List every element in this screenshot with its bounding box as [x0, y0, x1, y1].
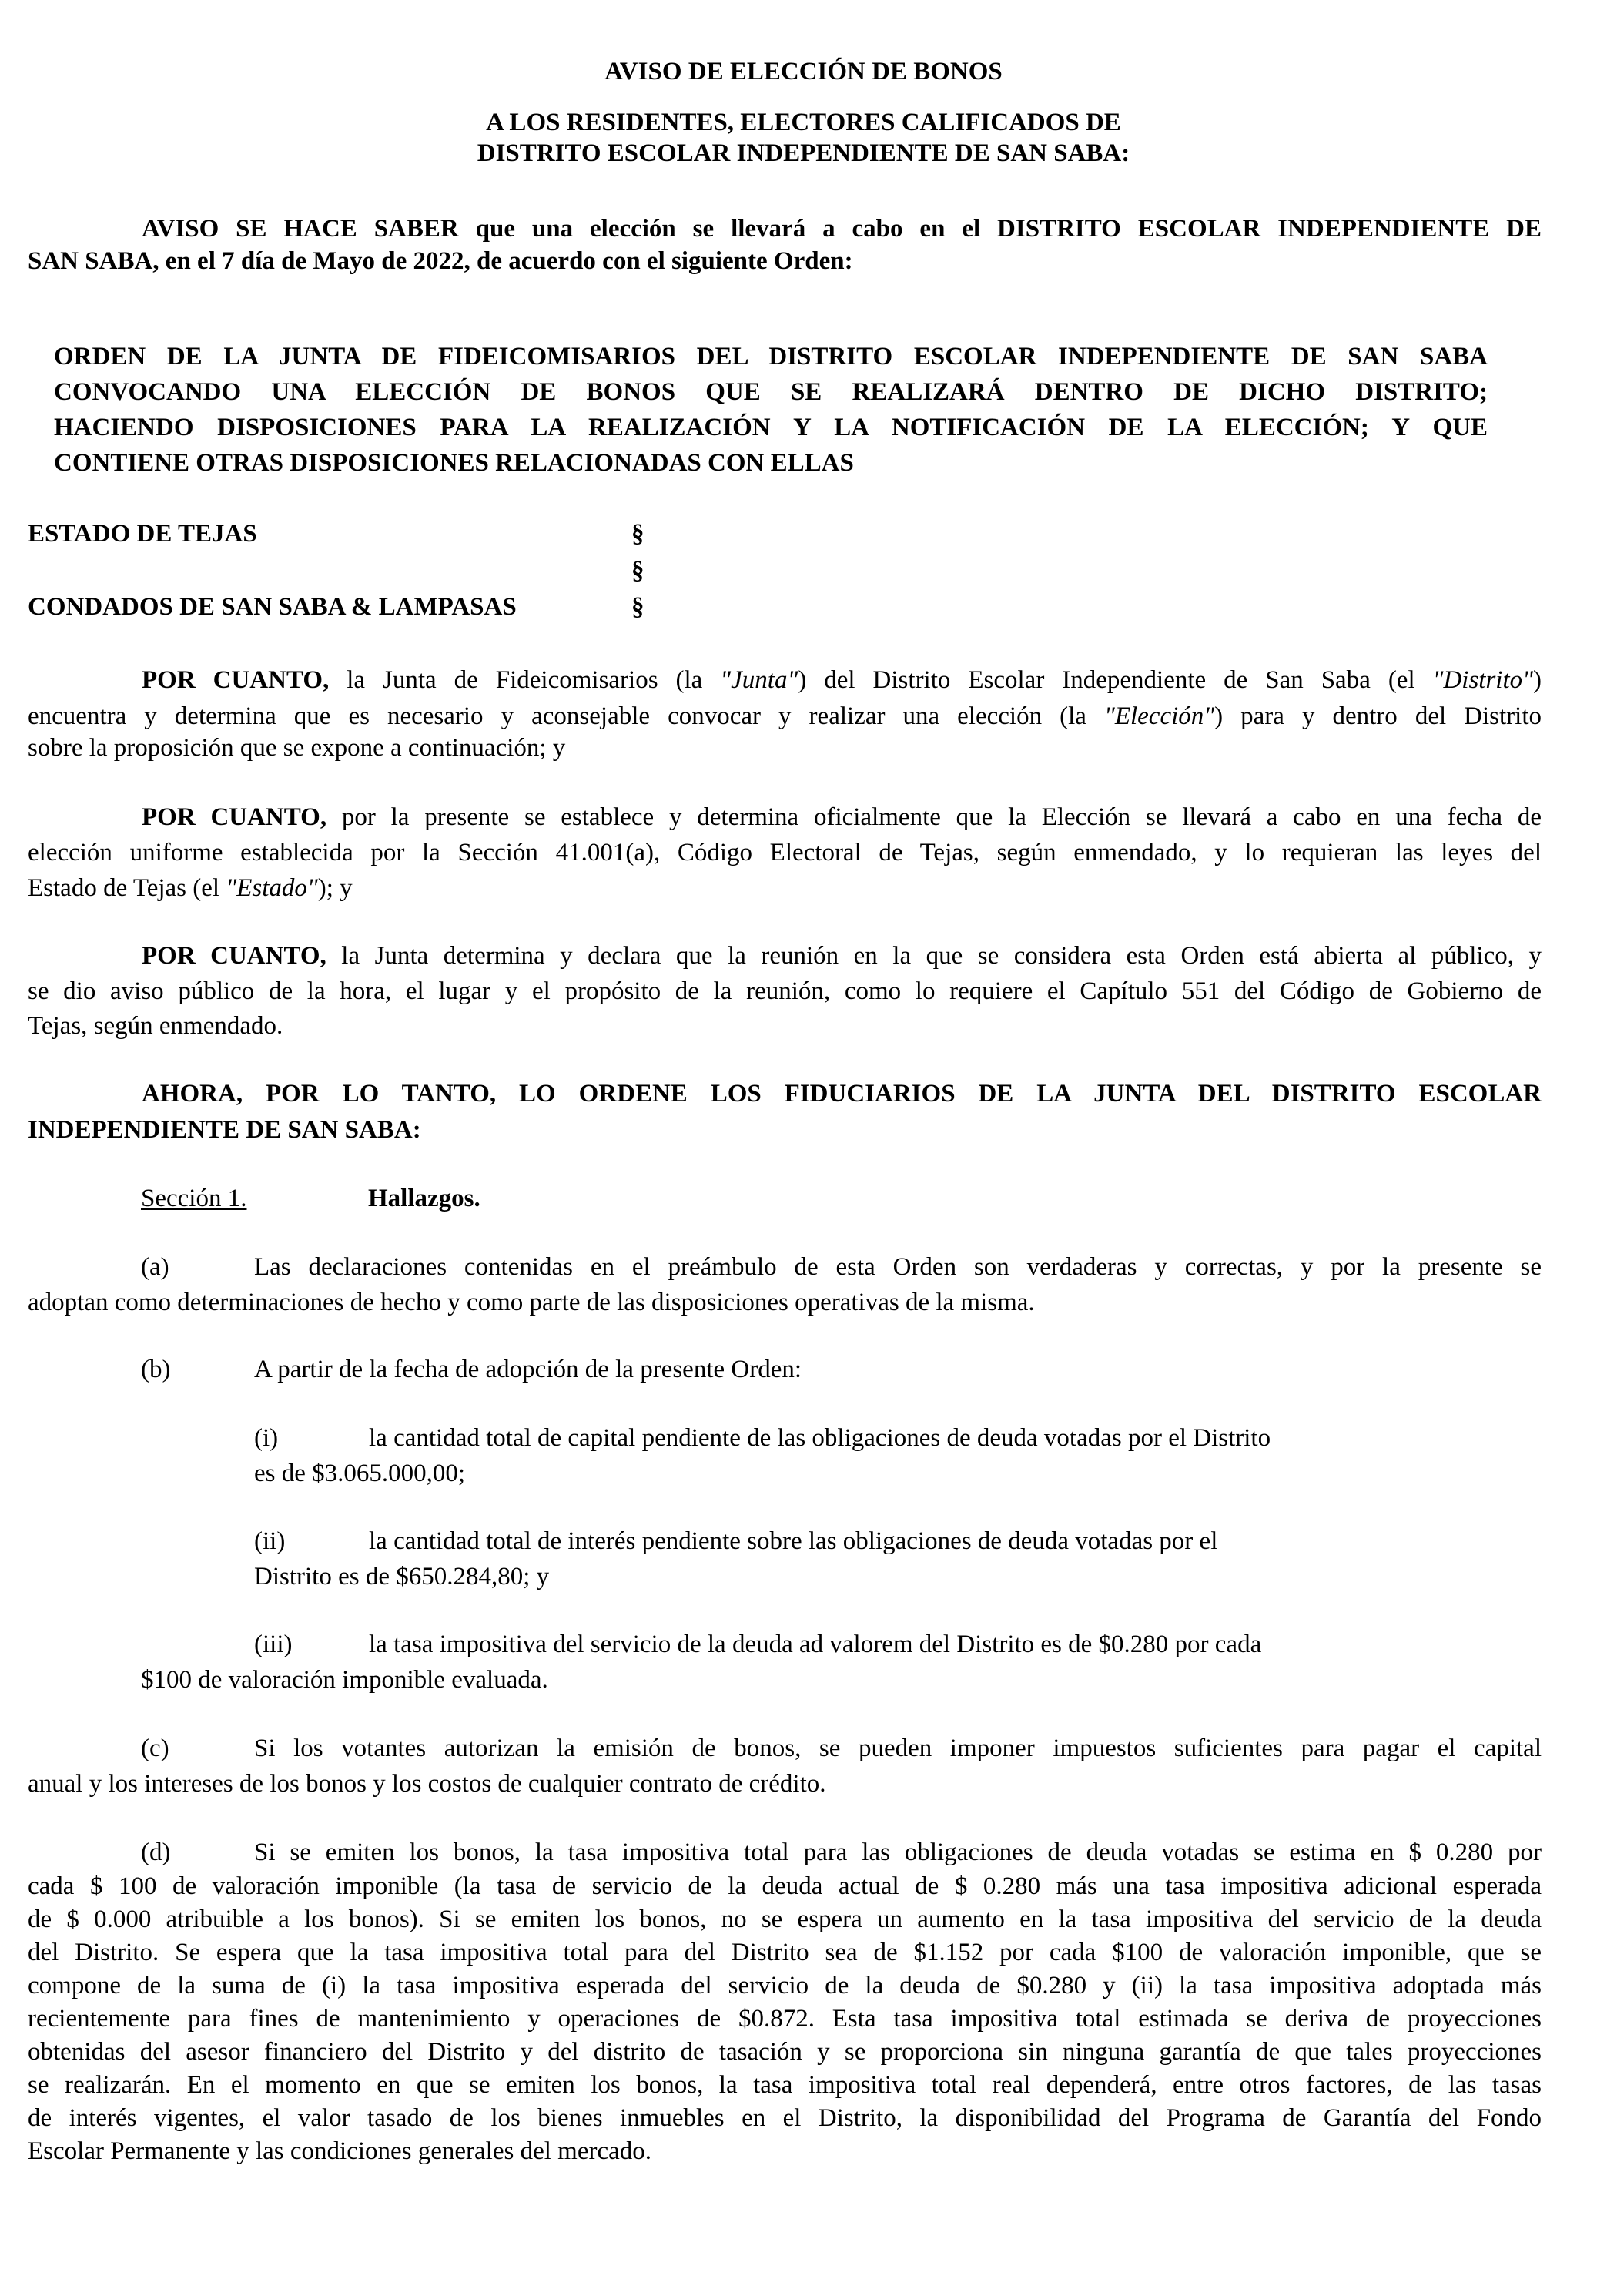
para-b-label: (b) [141, 1356, 171, 1383]
para-a-line-2: adoptan como determinaciones de hecho y como parte de las disposiciones operativas de la misma. [28, 1289, 1035, 1316]
order-title-line: HACIENDO DISPOSICIONES PARA LA REALIZACIÓN Y LA NOTIFICACIÓN DE LA ELECCIÓN; Y QUE [54, 414, 1488, 441]
para-d-line: cada $ 100 de valoración imponible (la tasa de servicio de la deuda actual de $ 0.280 más una tasa impositiva adicional esperada [28, 1872, 1542, 1900]
whereas-1-line-1: POR CUANTO, la Junta de Fideicomisarios (la "Junta") del Distrito Escolar Independiente de San Saba (el "Distrito") [142, 666, 1542, 694]
item-ii-label: (ii) [254, 1527, 286, 1555]
para-d-line: del Distrito. Se espera que la tasa impositiva total para del Distrito sea de $1.152 por cada $100 de valoración imponible, que se [28, 1939, 1542, 1966]
para-d-line: obtenidas del asesor financiero del Distrito y del distrito de tasación y se proporciona sin ninguna garantía de que tales proyecciones [28, 2038, 1542, 2066]
para-a-line-1: Las declaraciones contenidas en el preámbulo de esta Orden son verdaderas y correctas, y por la presente se [254, 1253, 1542, 1281]
section-1-label: Sección 1. [141, 1185, 247, 1212]
item-i-label: (i) [254, 1424, 279, 1452]
whereas-3-line-2: se dio aviso público de la hora, el lugar y el propósito de la reunión, como lo requiere el Capítulo 551 del Código de Gobierno de [28, 977, 1542, 1005]
para-a-label: (a) [141, 1253, 169, 1281]
section-symbol: § [631, 520, 644, 548]
para-d-line-1: Si se emiten los bonos, la tasa impositiva total para las obligaciones de deuda votadas se estima en $ 0.280 por [254, 1838, 1542, 1866]
resolve-line-1: AHORA, POR LO TANTO, LO ORDENE LOS FIDUCIARIOS DE LA JUNTA DEL DISTRITO ESCOLAR [142, 1080, 1542, 1108]
para-d-line: compone de la suma de (i) la tasa impositiva esperada del servicio de la deuda de $0.280 y (ii) la tasa impositiva adoptada más [28, 1972, 1542, 1999]
resolve-line-2: INDEPENDIENTE DE SAN SABA: [28, 1116, 421, 1144]
whereas-2-line-3: Estado de Tejas (el "Estado"); y [28, 874, 353, 902]
document-title: AVISO DE ELECCIÓN DE BONOS [604, 58, 1003, 85]
para-c-line-2: anual y los intereses de los bonos y los costos de cualquier contrato de crédito. [28, 1770, 826, 1798]
item-iii-label: (iii) [254, 1631, 293, 1658]
whereas-1-line-3: sobre la proposición que se expone a continuación; y [28, 734, 566, 762]
whereas-3-line-1: POR CUANTO, la Junta determina y declara que la reunión en la que se considera esta Orden está abierta al público, y [142, 942, 1542, 970]
intro-line-1: AVISO SE HACE SABER que una elección se llevará a cabo en el DISTRITO ESCOLAR INDEPENDIENTE DE [142, 215, 1542, 243]
para-d-line: de interés vigentes, el valor tasado de los bienes inmuebles en el Distrito, la disponibilidad del Programa de Garantía del Fondo [28, 2104, 1542, 2132]
para-d-line: recientemente para fines de mantenimiento y operaciones de $0.872. Esta tasa impositiva total estimada se deriva de proyecciones [28, 2005, 1542, 2033]
section-1-title: Hallazgos. [368, 1185, 480, 1212]
whereas-3-line-3: Tejas, según enmendado. [28, 1012, 283, 1040]
section-symbol: § [631, 593, 644, 621]
whereas-2-line-2: elección uniforme establecida por la Sección 41.001(a), Código Electoral de Tejas, según enmendado, y lo requieran las leyes del [28, 839, 1542, 866]
order-title-line: ORDEN DE LA JUNTA DE FIDEICOMISARIOS DEL DISTRITO ESCOLAR INDEPENDIENTE DE SAN SABA [54, 343, 1488, 370]
item-ii-line-1: la cantidad total de interés pendiente sobre las obligaciones de deuda votadas por el [369, 1527, 1218, 1555]
para-d-line: de $ 0.000 atribuible a los bonos). Si se emiten los bonos, no se espera un aumento en la tasa impositiva del servicio de la deuda [28, 1906, 1542, 1933]
item-i-line-2: es de $3.065.000,00; [254, 1460, 466, 1487]
heading-line-1: A LOS RESIDENTES, ELECTORES CALIFICADOS DE [486, 109, 1121, 136]
whereas-2-line-1: POR CUANTO, por la presente se establece y determina oficialmente que la Elección se llevará a cabo en una fecha de [142, 803, 1542, 831]
whereas-lead: POR CUANTO, [142, 803, 327, 831]
para-d-line: se realizarán. En el momento en que se emiten los bonos, la tasa impositiva total real dependerá, entre otros factores, de las tasas [28, 2071, 1542, 2099]
item-ii-line-2: Distrito es de $650.284,80; y [254, 1563, 550, 1590]
whereas-1-line-2: encuentra y determina que es necesario y aconsejable convocar y realizar una elección (la "Elección") para y dentro del Distrito [28, 702, 1542, 730]
para-c-line-1: Si los votantes autorizan la emisión de bonos, se pueden imponer impuestos suficientes para pagar el capital [254, 1735, 1542, 1762]
heading-line-2: DISTRITO ESCOLAR INDEPENDIENTE DE SAN SABA: [477, 139, 1130, 167]
section-symbol: § [631, 557, 644, 585]
item-iii-line-1: la tasa impositiva del servicio de la deuda ad valorem del Distrito es de $0.280 por cada [369, 1631, 1262, 1658]
item-iii-line-2: $100 de valoración imponible evaluada. [141, 1666, 548, 1694]
para-c-label: (c) [141, 1735, 169, 1762]
para-b-line-1: A partir de la fecha de adopción de la presente Orden: [254, 1356, 802, 1383]
order-title-line: CONVOCANDO UNA ELECCIÓN DE BONOS QUE SE REALIZARÁ DENTRO DE DICHO DISTRITO; [54, 378, 1488, 406]
para-d-label: (d) [141, 1838, 171, 1866]
intro-line-2: SAN SABA, en el 7 día de Mayo de 2022, de acuerdo con el siguiente Orden: [28, 247, 853, 275]
whereas-lead: POR CUANTO, [142, 942, 326, 970]
caption-state: ESTADO DE TEJAS [28, 520, 257, 548]
whereas-lead: POR CUANTO, [142, 666, 330, 694]
caption-counties: CONDADOS DE SAN SABA & LAMPASAS [28, 593, 517, 621]
order-title-line: CONTIENE OTRAS DISPOSICIONES RELACIONADAS CON ELLAS [54, 449, 854, 477]
para-d-line: Escolar Permanente y las condiciones generales del mercado. [28, 2137, 651, 2165]
item-i-line-1: la cantidad total de capital pendiente de las obligaciones de deuda votadas por el Distrito [369, 1424, 1271, 1452]
